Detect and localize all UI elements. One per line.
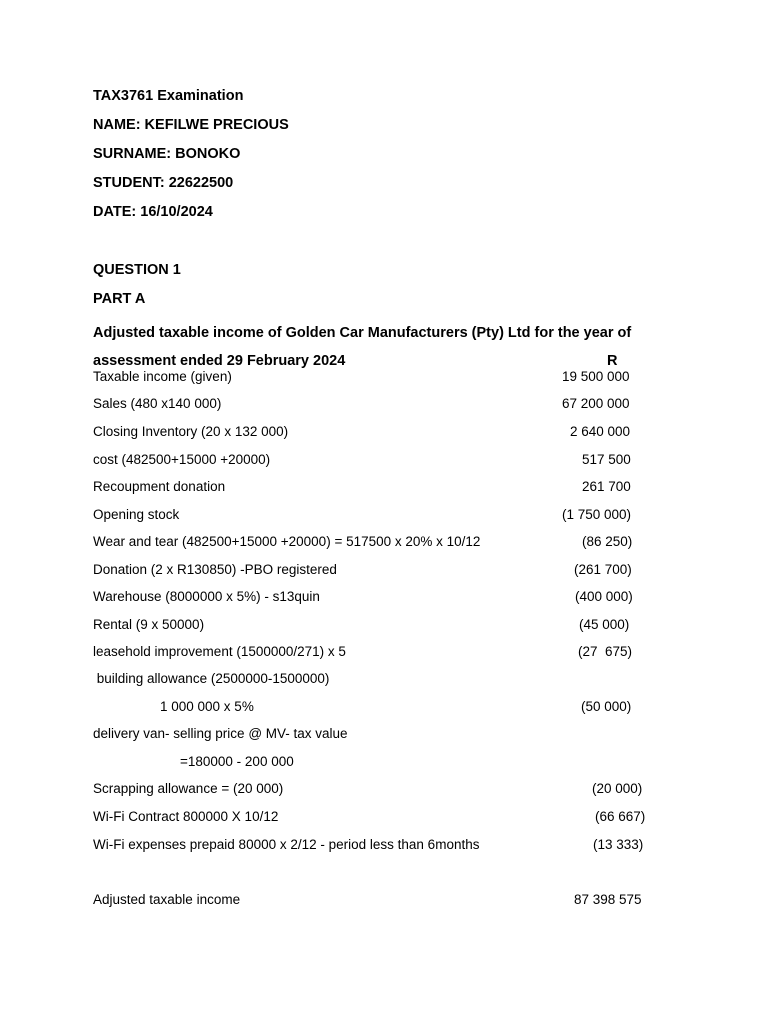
currency-heading: R xyxy=(607,353,618,369)
row-label: Warehouse (8000000 x 5%) - s13quin xyxy=(93,589,320,604)
row-label: =180000 - 200 000 xyxy=(180,754,294,769)
row-label: Rental (9 x 50000) xyxy=(93,617,205,632)
student-name: NAME: KEFILWE PRECIOUS xyxy=(93,117,289,133)
row-label: Taxable income (given) xyxy=(93,369,232,384)
row-label: Sales (480 x140 000) xyxy=(93,396,222,411)
row-label: 1 000 000 x 5% xyxy=(160,699,254,714)
row-label: Wi-Fi Contract 800000 X 10/12 xyxy=(93,809,279,824)
row-amount: (13 333) xyxy=(593,837,644,852)
exam-date: DATE: 16/10/2024 xyxy=(93,204,213,220)
title-line-2: assessment ended 29 February 2024 xyxy=(93,353,346,369)
row-amount: (27 675) xyxy=(578,644,633,659)
row-label: delivery van- selling price @ MV- tax value xyxy=(93,726,348,741)
row-label: Wi-Fi expenses prepaid 80000 x 2/12 - period less than 6months xyxy=(93,837,480,852)
row-amount: (50 000) xyxy=(581,699,632,714)
row-amount: (400 000) xyxy=(575,589,633,604)
row-amount: (66 667) xyxy=(595,809,646,824)
row-label: Recoupment donation xyxy=(93,479,226,494)
row-amount: 67 200 000 xyxy=(562,396,630,411)
student-surname: SURNAME: BONOKO xyxy=(93,146,241,162)
computation-title xyxy=(93,319,693,375)
row-amount: 19 500 000 xyxy=(562,369,630,384)
row-amount: 2 640 000 xyxy=(570,424,631,439)
row-amount: (261 700) xyxy=(574,562,632,577)
row-label: leasehold improvement (1500000/271) x 5 xyxy=(93,644,346,659)
part-heading: PART A xyxy=(93,291,146,307)
row-amount: (20 000) xyxy=(592,781,643,796)
total-amount: 87 398 575 xyxy=(574,892,642,907)
question-heading: QUESTION 1 xyxy=(93,262,181,278)
row-label: building allowance (2500000-1500000) xyxy=(93,671,330,686)
row-label: Opening stock xyxy=(93,507,180,522)
row-label: Scrapping allowance = (20 000) xyxy=(93,781,284,796)
exam-title: TAX3761 Examination xyxy=(93,88,244,104)
row-amount: (45 000) xyxy=(579,617,630,632)
row-label: Donation (2 x R130850) -PBO registered xyxy=(93,562,337,577)
row-amount: (86 250) xyxy=(582,534,633,549)
row-label: cost (482500+15000 +20000) xyxy=(93,452,271,467)
total-label: Adjusted taxable income xyxy=(93,892,241,907)
row-amount: 517 500 xyxy=(582,452,631,467)
row-label: Closing Inventory (20 x 132 000) xyxy=(93,424,289,439)
student-number: STUDENT: 22622500 xyxy=(93,175,234,191)
title-line-1: Adjusted taxable income of Golden Car Manufacturers (Pty) Ltd for the year of xyxy=(93,325,632,341)
row-amount: (1 750 000) xyxy=(562,507,632,522)
row-label: Wear and tear (482500+15000 +20000) = 517500 x 20% x 10/12 xyxy=(93,534,481,549)
row-amount: 261 700 xyxy=(582,479,631,494)
